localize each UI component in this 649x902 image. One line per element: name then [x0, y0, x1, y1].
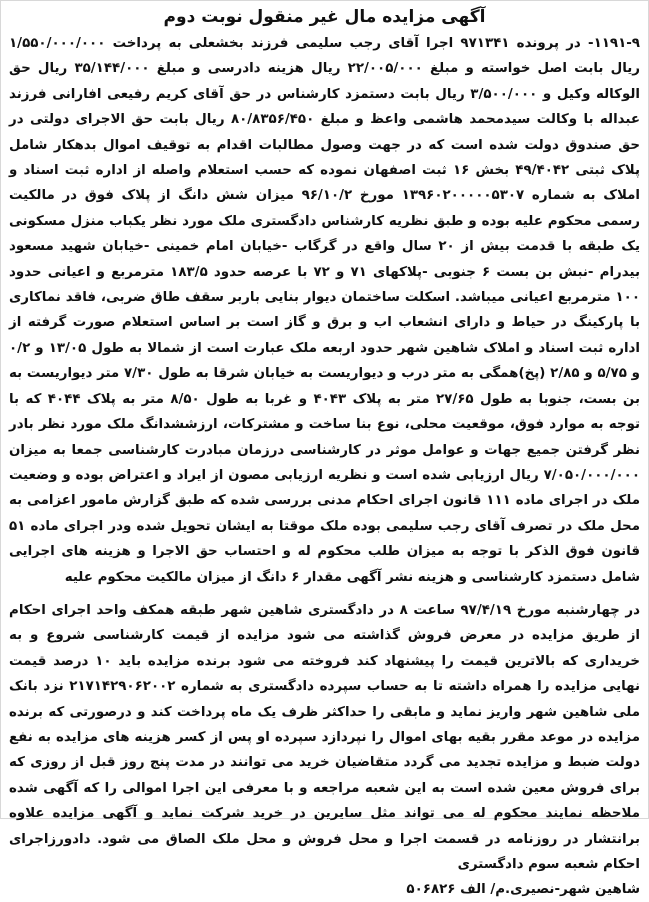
notice-title: آگهی مزایده مال غیر منقول نوبت دوم: [163, 7, 486, 27]
notice-paragraph-1: ۱۱۹۱-۹- در پرونده ۹۷۱۳۴۱ اجرا آقای رجب سلیمی فرزند بخشعلی به پرداخت ۱/۵۵۰/۰۰۰/۰۰۰ ریال بابت اصل خواسته و مبلغ ۲۲/۰۰۵/۰۰۰ ریال هزینه دادرسی و مبلغ ۳۵/۱۴۴/۰۰۰ ریال حق الوکاله وکیل و ۳/۵۰۰/۰۰۰ ریال بابت دستمزد کارشناس در حق آقای کریم رفیعی افارانی فرزند عبداله با وکالت سیدمحمد هاشمی واعظ و مبلغ ۸۰/۸۳۵۶/۴۵۰ ریال بابت حق الاجرای دولتی در حق صندوق دولت شده است که در جهت وصول مطالبات اقدام به توقیف اموال بدهکار شامل پلاک ثبتی ۴۹/۴۰۴۲ بخش ۱۶ ثبت اصفهان نموده که حسب استعلام واصله از اداره ثبت اسناد و املاک به شماره ۱۳۹۶۰۲۰۰۰۰۰۵۳۰۷ مورخ ۹۶/۱۰/۲ میزان شش دانگ از پلاک فوق در مالکیت رسمی محکوم علیه بوده و طبق نظریه کارشناس دادگستری ملک مورد نظر یکباب منزل مسکونی یک طبقه با قدمت بیش از ۲۰ سال واقع در گرگاب -خیابان امام خمینی -خیابان شهید مسعود بیدرام -نبش بن بست ۶ جنوبی -پلاکهای ۷۱ و ۷۲ با عرصه حدود ۱۸۳/۵ مترمربع و اعیانی حدود ۱۰۰ مترمربع اعیانی میباشد. اسکلت ساختمان دیوار بنایی باربر سقف طاق ضربی، فاقد نماکاری با پارکینگ در حیاط و دارای انشعاب اب و برق و گاز است بر اساس استعلام صورت گرفته از اداره ثبت اسناد و املاک شاهین شهر حدود اربعه ملک عبارت است از شمالا به طول ۱۳/۰۵ و ۰/۲ و ۵/۷۵ و ۲/۸۵ (پخ)همگی به متر درب و دیواریست به خیابان شرقا به طول ۷/۳۰ متر دیواریست به بن بست، جنوبا به طول ۲۷/۶۵ متر به پلاک ۴۰۴۳ و غربا به طول ۸/۵۰ متر به پلاک ۴۰۴۴ که با توجه به موارد فوق، موقعیت محلی، نوع بنا ساخت و مشترکات، ارزششدانگ ملک مورد نظر بادر نظر گرفتن جمیع جهات و عوامل موثر در کارشناسی درزمان مبادرت کارشناسی جمعا به میزان ۷/۰۵۰/۰۰۰/۰۰۰ ریال ارزیابی شده است و نظریه ارزیابی مصون از ایراد و اعتراض بوده و وضعیت ملک در اجرای ماده ۱۱۱ قانون اجرای احکام مدنی بررسی شده که طبق گزارش مامور اعزامی به محل ملک در تصرف آقای رجب سلیمی بوده ملک موقتا به ایشان تحویل شده ودر اجرای ماده ۵۱ قانون فوق الذکر با توجه به میزان طلب محکوم له و احتساب حق الاجرا و هزینه های اجرایی شامل دستمزد کارشناسی و هزینه نشر آگهی مقدار ۶ دانگ از میزان مالکیت محکوم علیه: [9, 36, 641, 585]
notice-footer: شاهین شهر-نصیری.م/ الف ۵۰۶۸۲۶: [406, 882, 640, 898]
notice-paragraph-2: در چهارشنبه مورخ ۹۷/۴/۱۹ ساعت ۸ در دادگستری شاهین شهر طبقه همکف واحد اجرای احکام از طریق مزایده در معرض فروش گذاشته می شود مزایده از قیمت کارشناسی شروع و به خریداری که بالاترین قیمت را پیشنهاد کند فروخته می شود برنده مزایده باید ۱۰ درصد قیمت نهایی مزایده را همراه داشته تا به حساب سپرده دادگستری به شماره ۲۱۷۱۴۲۹۰۶۲۰۰۲ نزد بانک ملی شاهین شهر واریز نماید و مابقی را حداکثر ظرف یک ماه پرداخت کند و درصورتی که برنده مزایده در موعد مقرر بقیه بهای اموال را نپردازد سپرده او پس از کسر هزینه های مزایده به نفع دولت ضبط و مزایده تجدید می گردد متقاضیان خرید می توانند در مدت پنج روز قبل از روزی که برای فروش معین شده است به این شعبه مراجعه و با معرفی این اجرا اموالی را که آگهی شده ملاحظه نمایند محکوم له می تواند مثل سایرین در خرید شرکت نماید و آگهی مزایده علاوه برانتشار در روزنامه در قسمت اجرا و محل فروش و محل ملک الصاق می شود. دادورزاجرای احکام شعبه سوم دادگستری: [9, 602, 640, 872]
